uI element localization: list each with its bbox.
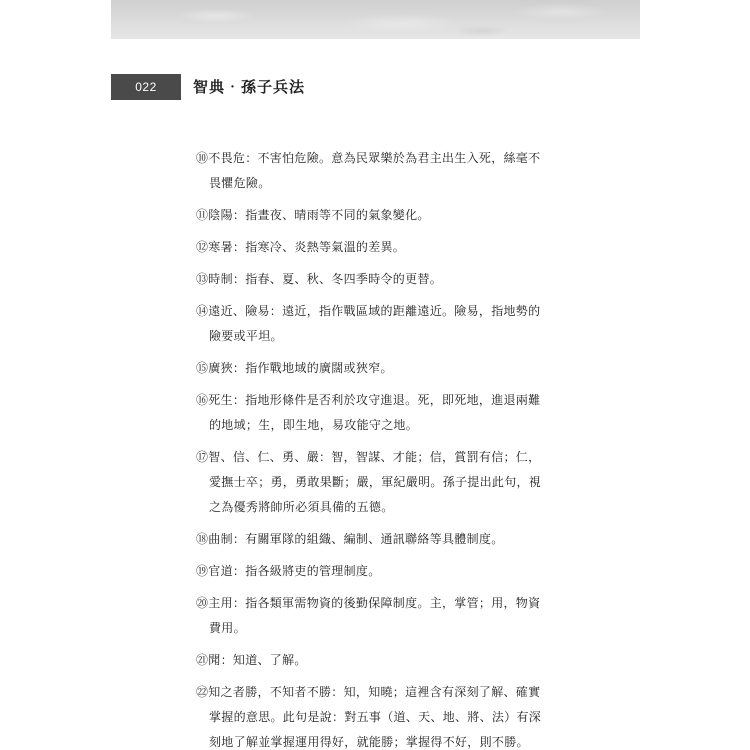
note-line: 之為優秀將帥所必須具備的五德。	[209, 500, 394, 514]
note-line: ⑯死生：指地形條件是否利於攻守進退。死，即死地，進退兩難	[196, 393, 541, 407]
note-line: ⑫寒暑：指寒冷、炎熱等氣溫的差異。	[196, 240, 406, 254]
running-title: 智典‧孫子兵法	[193, 78, 306, 96]
header-decorative-band	[111, 0, 640, 39]
annotation-note	[196, 299, 586, 349]
note-line: 畏懼危險。	[209, 176, 271, 190]
annotation-note	[196, 445, 586, 520]
page-number: 022	[135, 80, 157, 94]
note-line: ㉒知之者勝，不知者不勝：知，知曉；這裡含有深刻了解、確實	[196, 685, 541, 699]
note-line: ⑳主用：指各類軍需物資的後勤保障制度。主，掌管；用，物資	[196, 596, 541, 610]
annotation-note	[196, 146, 586, 196]
annotation-note	[196, 235, 586, 260]
note-line: ⑩不畏危：不害怕危險。意為民眾樂於為君主出生入死，絲毫不	[196, 151, 541, 165]
note-line: ⑰智、信、仁、勇、嚴：智，智謀、才能；信，賞罰有信；仁，	[196, 450, 541, 464]
note-line: 的地域；生，即生地，易攻能守之地。	[209, 418, 419, 432]
note-line: ⑱曲制：有關軍隊的組織、編制、通訊聯絡等具體制度。	[196, 532, 504, 546]
note-line: 刻地了解並掌握運用得好，就能勝；掌握得不好，則不勝。	[209, 735, 529, 749]
note-line: ⑭遠近、險易：遠近，指作戰區域的距離遠近。險易，指地勢的	[196, 304, 541, 318]
annotation-note	[196, 591, 586, 641]
note-line: 愛撫士卒；勇，勇敢果斷；嚴，軍紀嚴明。孫子提出此句，視	[209, 475, 542, 489]
annotation-note	[196, 267, 586, 292]
annotation-note	[196, 680, 586, 750]
annotation-note	[196, 559, 586, 584]
annotation-list	[196, 146, 586, 750]
annotation-note	[196, 388, 586, 438]
note-line: ⑲官道：指各級將吏的管理制度。	[196, 564, 381, 578]
annotation-note	[196, 203, 586, 228]
annotation-note	[196, 356, 586, 381]
note-line: ⑬時制：指春、夏、秋、冬四季時令的更替。	[196, 272, 443, 286]
note-line: 費用。	[209, 621, 246, 635]
note-line: ⑪陰陽：指晝夜、晴雨等不同的氣象變化。	[196, 208, 430, 222]
annotation-note	[196, 648, 586, 673]
note-line: 險要或平坦。	[209, 329, 283, 343]
annotation-note	[196, 527, 586, 552]
page-number-tab	[111, 74, 181, 100]
note-line: ㉑聞：知道、了解。	[196, 653, 307, 667]
note-line: 掌握的意思。此句是說：對五事（道、天、地、將、法）有深	[209, 710, 542, 724]
note-line: ⑮廣狹：指作戰地域的廣闊或狹窄。	[196, 361, 393, 375]
